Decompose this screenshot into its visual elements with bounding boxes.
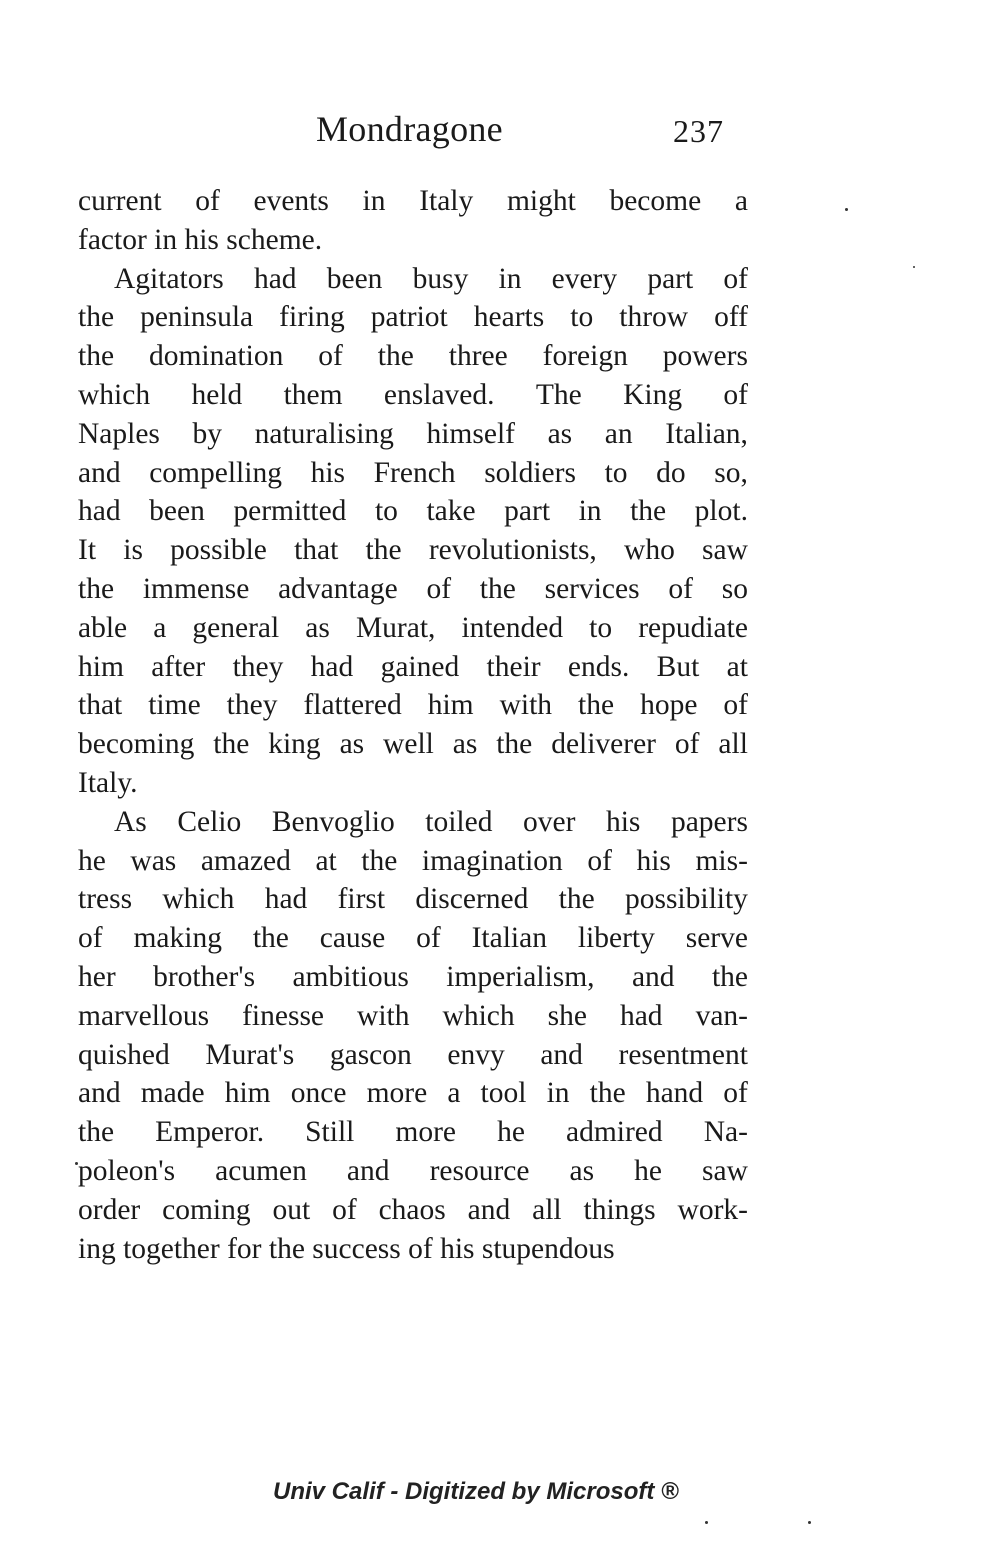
text-line: him after they had gained their ends. But at — [78, 650, 748, 683]
text-line: Naples by naturalising himself as an Italian, — [78, 417, 748, 450]
text-line: the peninsula firing patriot hearts to throw off — [78, 301, 748, 334]
body-text — [78, 182, 748, 1268]
text-line: the Emperor. Still more he admired Na- — [78, 1116, 748, 1149]
text-line: poleon's acumen and resource as he saw — [78, 1154, 748, 1187]
scan-speck — [808, 1521, 811, 1524]
paragraph — [78, 260, 748, 803]
text-line: and compelling his French soldiers to do so, — [78, 456, 748, 489]
text-line: had been permitted to take part in the plot. — [78, 495, 748, 528]
text-line: tress which had first discerned the possibility — [78, 883, 748, 916]
text-line: current of events in Italy might become a — [78, 185, 748, 217]
text-line: factor in his scheme. — [78, 223, 323, 256]
text-line: her brother's ambitious imperialism, and the — [78, 960, 748, 993]
text-line: marvellous finesse with which she had van- — [78, 999, 748, 1032]
scan-speck — [913, 266, 915, 268]
text-line: which held them enslaved. The King of — [78, 378, 748, 411]
scan-speck — [75, 1162, 78, 1165]
text-line: quished Murat's gascon envy and resentment — [78, 1038, 748, 1071]
text-line: becoming the king as well as the deliverer of all — [78, 728, 748, 761]
text-line: the domination of the three foreign powers — [78, 340, 748, 373]
text-line: It is possible that the revolutionists, who saw — [78, 534, 748, 567]
paragraph — [78, 803, 748, 1269]
text-line: that time they flattered him with the hope of — [78, 689, 748, 722]
running-title: Mondragone — [316, 109, 503, 149]
text-line: Agitators had been busy in every part of — [114, 262, 748, 295]
scan-speck — [845, 208, 848, 211]
paragraph — [78, 182, 748, 260]
page-number: 237 — [673, 113, 724, 149]
text-line: As Celio Benvoglio toiled over his papers — [114, 805, 748, 838]
scan-speck — [705, 1521, 708, 1524]
text-line: order coming out of chaos and all things work- — [78, 1193, 748, 1226]
text-line: Italy. — [78, 766, 138, 799]
text-line: able a general as Murat, intended to repudiate — [78, 611, 748, 644]
text-line: of making the cause of Italian liberty serve — [78, 922, 748, 955]
text-line: the immense advantage of the services of so — [78, 572, 748, 605]
digitization-watermark: Univ Calif - Digitized by Microsoft ® — [273, 1478, 679, 1505]
text-line: ing together for the success of his stupendous — [78, 1232, 615, 1265]
text-line: and made him once more a tool in the hand of — [78, 1077, 748, 1110]
text-line: he was amazed at the imagination of his mis- — [78, 844, 748, 877]
